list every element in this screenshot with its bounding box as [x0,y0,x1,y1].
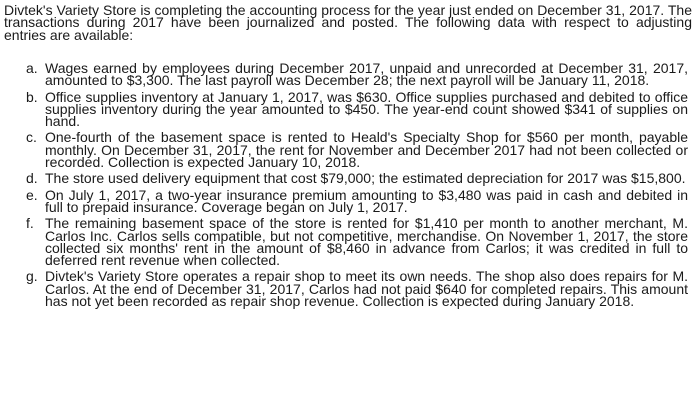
item-text: Office supplies inventory at January 1, 2017, was $630. Office supplies purchased and debited to office supplies inventory during the year amounted to $450. The year-end count showed $341 of supplies on hand. [45,88,688,130]
item-letter: b. [26,88,38,105]
item-letter: f. [26,215,34,232]
intro-paragraph: Divtek's Variety Store is completing the accounting process for the year just ended on December 31, 2017. The transactions during 2017 have been journalized and posted. The following data with respect to adjusting entries are available: [4,2,692,43]
list-item-b [0,88,700,130]
item-text: On July 1, 2017, a two-year insurance premium amounting to $3,480 was paid in cash and debited in full to prepaid insurance. Coverage began on July 1, 2017. [45,186,688,215]
item-letter: a. [26,60,38,76]
adjusting-entries-list [0,62,700,311]
item-text: Divtek's Variety Store operates a repair shop to meet its own needs. The shop also does repairs for M. Carlos. At the end of December 31, 2017, Carlos had not paid $640 for completed repairs. This amount has not yet been recorded as repair shop revenue. Collection is expected during January 2018. [45,268,688,310]
list-item-g [0,268,700,310]
list-item-c [0,129,700,171]
item-text: The store used delivery equipment that cost $79,000; the estimated depreciation for 2017 was $15,800. [45,170,686,187]
list-item-e [0,186,700,215]
item-text: Wages earned by employees during December 2017, unpaid and unrecorded at December 31, 2017, amounted to $3,300. The last payroll was December 28; the next payroll will be January 11, 2018. [45,60,688,89]
item-letter: d. [26,170,38,187]
item-letter: e. [26,186,38,203]
list-item-f [0,215,700,269]
item-text: The remaining basement space of the store is rented for $1,410 per month to another merchant, M. Carlos Inc. Carlos sells compatible, but not competitive, merchandise. On November 1, 2017, the store collected six months' rent in the amount of $8,460 in advance from Carlos; it was credited in full to deferred rent revenue when collected. [45,215,688,269]
item-text: One-fourth of the basement space is rented to Heald's Specialty Shop for $560 per month, payable monthly. On December 31, 2017, the rent for November and December 2017 had not been collected or recorded. Collection is expected January 10, 2018. [45,129,688,171]
item-letter: g. [26,268,38,285]
item-letter: c. [26,129,37,146]
list-item-d [0,170,700,187]
list-item-a [0,62,700,87]
